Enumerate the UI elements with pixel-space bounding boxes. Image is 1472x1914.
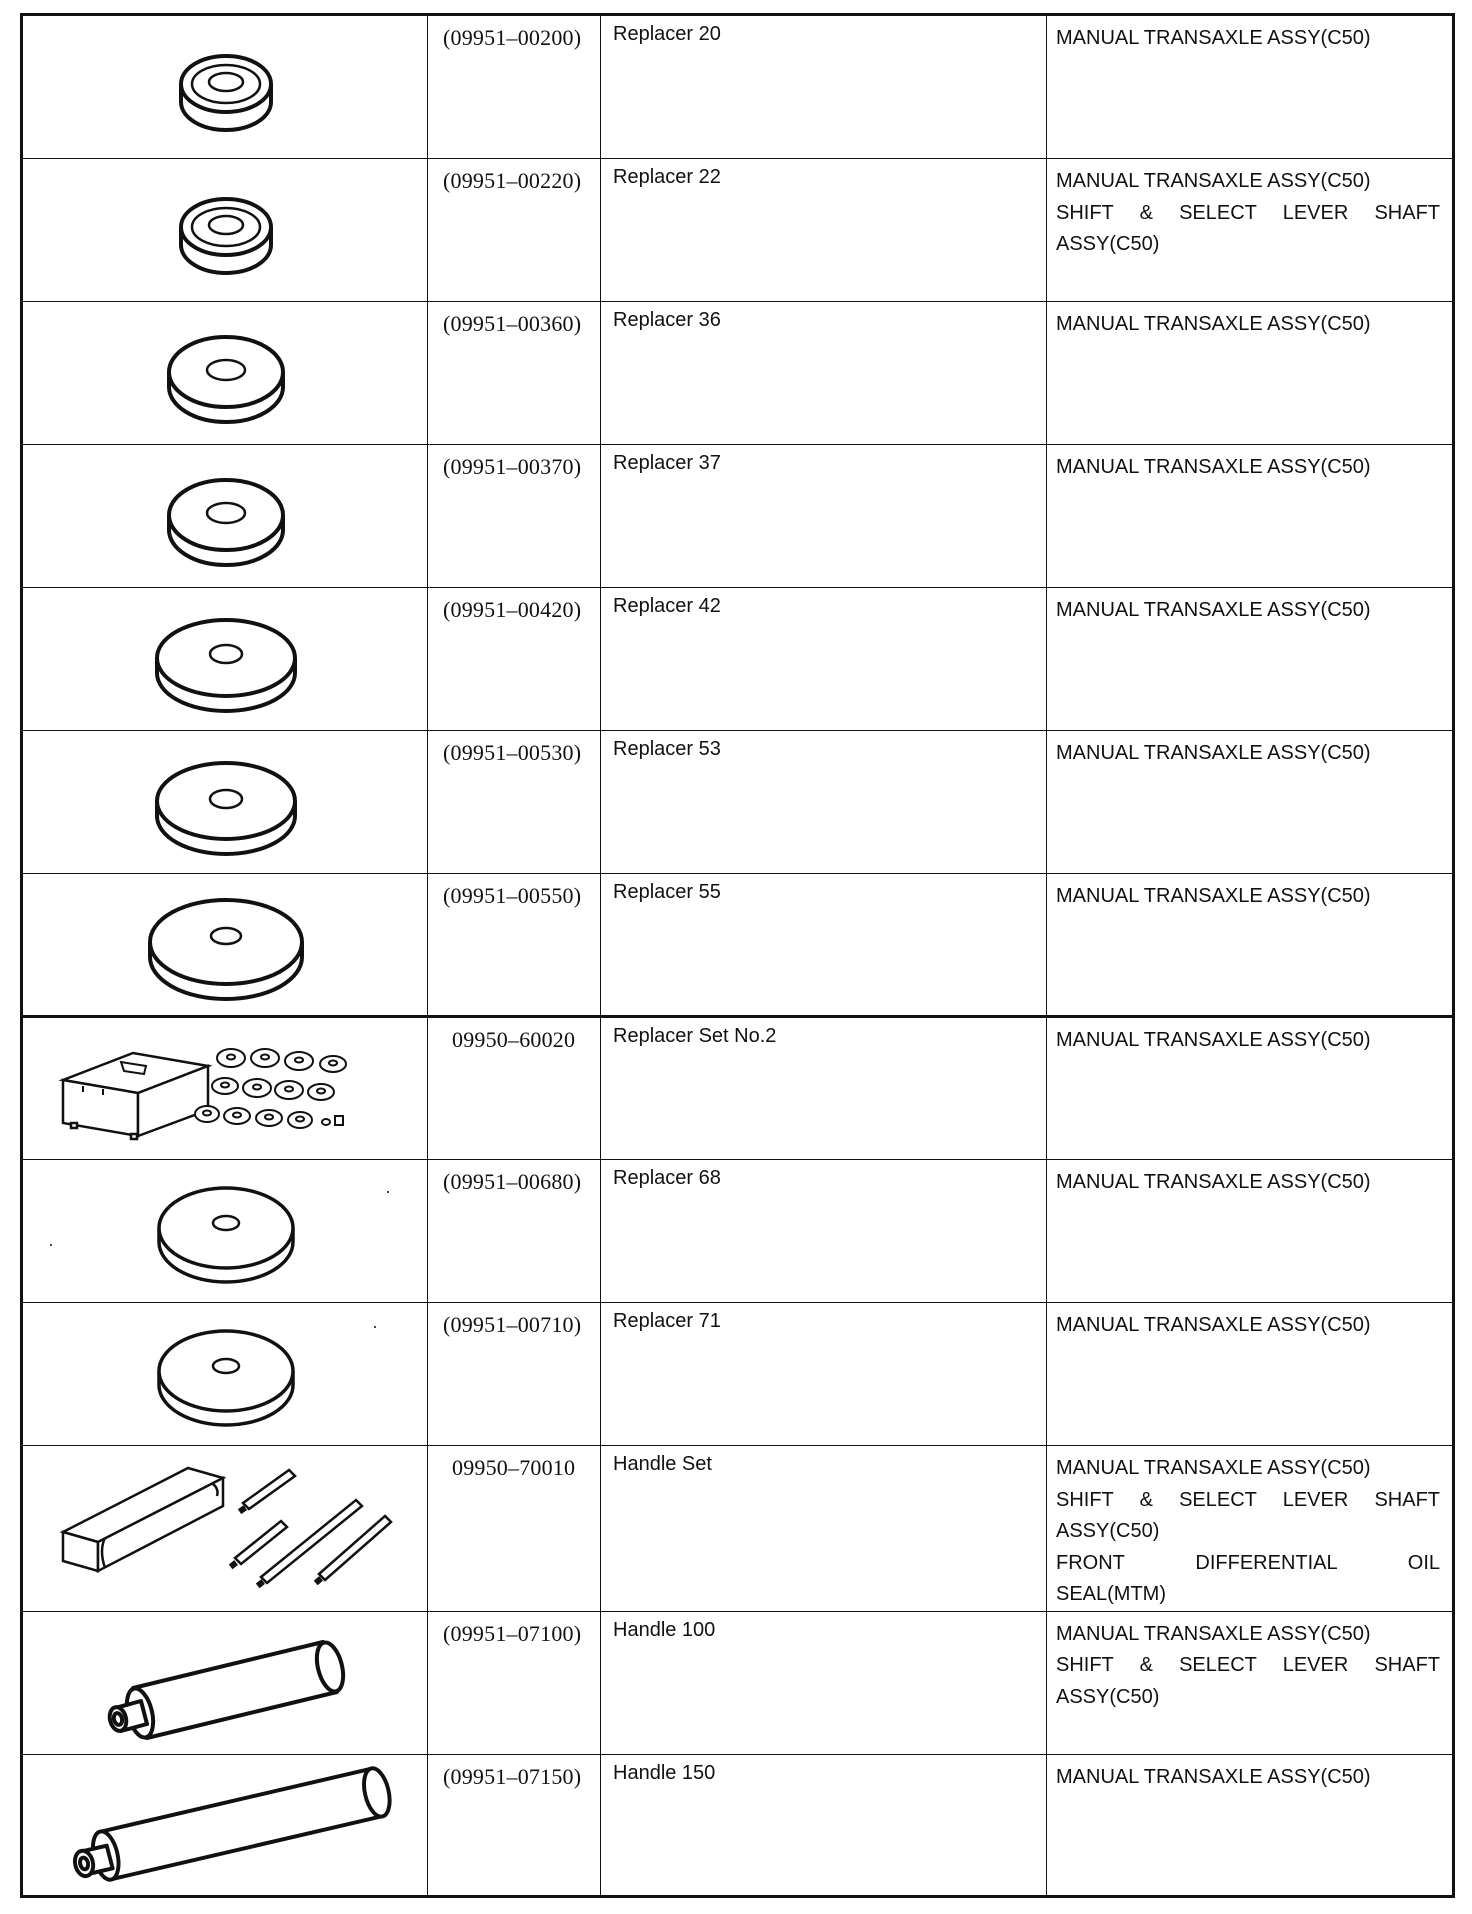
part-number: (09951–00220) bbox=[443, 168, 582, 193]
usage-text bbox=[1047, 588, 1452, 627]
replacer-37-icon bbox=[23, 445, 429, 585]
table-row bbox=[22, 588, 1454, 731]
usage-text bbox=[1047, 1755, 1452, 1794]
table-row bbox=[22, 1303, 1454, 1446]
table-row bbox=[22, 1017, 1454, 1160]
part-number: (09951–00200) bbox=[443, 25, 582, 50]
special-tool-table bbox=[20, 13, 1455, 1898]
table-row bbox=[22, 1754, 1454, 1896]
part-number: (09951–00710) bbox=[443, 1312, 582, 1337]
tool-image-cell bbox=[22, 1160, 428, 1303]
usage-line: ASSY(C50) bbox=[1056, 1685, 1160, 1708]
tool-image-cell bbox=[22, 588, 428, 731]
usage-text bbox=[1047, 1446, 1452, 1611]
usage-line: MANUAL TRANSAXLE ASSY(C50) bbox=[1056, 1622, 1371, 1645]
usage-text bbox=[1047, 16, 1452, 55]
usage-line: MANUAL TRANSAXLE ASSY(C50) bbox=[1056, 1765, 1371, 1788]
tool-image-cell bbox=[22, 1303, 428, 1446]
usage-line: MANUAL TRANSAXLE ASSY(C50) bbox=[1056, 27, 1371, 49]
usage-line: MANUAL TRANSAXLE ASSY(C50) bbox=[1056, 1457, 1371, 1479]
usage-line: FRONT DIFFERENTIAL OIL bbox=[1056, 1551, 1440, 1574]
tool-image-cell bbox=[22, 1611, 428, 1754]
usage-line: SHIFT & SELECT LEVER SHAFT bbox=[1056, 201, 1440, 224]
tool-image-cell bbox=[22, 731, 428, 874]
usage-text bbox=[1047, 159, 1452, 261]
tool-name: Replacer 22 bbox=[613, 166, 721, 188]
usage-text bbox=[1047, 302, 1452, 341]
tool-name: Replacer 36 bbox=[613, 309, 721, 331]
replacer-53-icon bbox=[23, 731, 429, 871]
replacer-55-icon bbox=[23, 874, 429, 1014]
tool-name: Replacer 55 bbox=[613, 881, 721, 903]
usage-line: SEAL(MTM) bbox=[1056, 1583, 1166, 1605]
table-row bbox=[22, 445, 1454, 588]
usage-line: MANUAL TRANSAXLE ASSY(C50) bbox=[1056, 313, 1371, 335]
usage-text bbox=[1047, 1303, 1452, 1342]
part-number: (09951–07100) bbox=[443, 1620, 582, 1646]
usage-text bbox=[1047, 445, 1452, 484]
table-row bbox=[22, 1446, 1454, 1612]
usage-text bbox=[1047, 1160, 1452, 1199]
table-row bbox=[22, 731, 1454, 874]
tool-name: Replacer 71 bbox=[613, 1310, 721, 1332]
tool-name: Replacer Set No.2 bbox=[613, 1025, 777, 1047]
table-row bbox=[22, 159, 1454, 302]
tool-name: Replacer 68 bbox=[613, 1167, 721, 1189]
tool-name: Handle Set bbox=[613, 1453, 712, 1475]
handle-set-icon bbox=[23, 1446, 429, 1606]
tool-image-cell bbox=[22, 1754, 428, 1896]
usage-line: MANUAL TRANSAXLE ASSY(C50) bbox=[1056, 456, 1371, 478]
tool-image-cell bbox=[22, 302, 428, 445]
table-row bbox=[22, 874, 1454, 1017]
usage-line: MANUAL TRANSAXLE ASSY(C50) bbox=[1056, 885, 1371, 907]
usage-line: ASSY(C50) bbox=[1056, 233, 1160, 255]
usage-text bbox=[1047, 1612, 1452, 1714]
usage-line: MANUAL TRANSAXLE ASSY(C50) bbox=[1056, 599, 1371, 621]
replacer-36-icon bbox=[23, 302, 429, 442]
tool-image-cell bbox=[22, 1017, 428, 1160]
usage-line: ASSY(C50) bbox=[1056, 1520, 1160, 1542]
replacer-22-icon bbox=[23, 159, 429, 299]
part-number: (09951–00680) bbox=[443, 1169, 582, 1194]
table-row bbox=[22, 302, 1454, 445]
table-row bbox=[22, 1611, 1454, 1754]
usage-line: MANUAL TRANSAXLE ASSY(C50) bbox=[1056, 1314, 1371, 1336]
tool-name: Handle 150 bbox=[613, 1761, 716, 1784]
tool-image-cell bbox=[22, 874, 428, 1017]
tool-image-cell bbox=[22, 1446, 428, 1612]
part-number: (09951–00550) bbox=[443, 883, 582, 908]
usage-text bbox=[1047, 1018, 1452, 1057]
tool-image-cell bbox=[22, 15, 428, 159]
usage-line: SHIFT & SELECT LEVER SHAFT bbox=[1056, 1654, 1440, 1676]
table-row bbox=[22, 1160, 1454, 1303]
handle-150-icon bbox=[23, 1755, 429, 1893]
tool-name: Replacer 20 bbox=[613, 23, 721, 45]
usage-line: SHIFT & SELECT LEVER SHAFT bbox=[1056, 1488, 1440, 1511]
part-number: (09951–00370) bbox=[443, 454, 582, 479]
usage-line: MANUAL TRANSAXLE ASSY(C50) bbox=[1056, 1029, 1371, 1051]
tool-name: Replacer 53 bbox=[613, 738, 721, 760]
part-number: (09951–00360) bbox=[443, 311, 582, 336]
usage-line: MANUAL TRANSAXLE ASSY(C50) bbox=[1056, 742, 1371, 764]
usage-text bbox=[1047, 731, 1452, 770]
table-row bbox=[22, 15, 1454, 159]
replacer-71-icon bbox=[23, 1303, 429, 1443]
replacer-68-icon bbox=[23, 1160, 429, 1300]
replacer-42-icon bbox=[23, 588, 429, 728]
usage-line: MANUAL TRANSAXLE ASSY(C50) bbox=[1056, 170, 1371, 192]
part-number: 09950–60020 bbox=[452, 1027, 576, 1052]
part-number: (09951–07150) bbox=[443, 1763, 582, 1789]
tool-name: Replacer 37 bbox=[613, 452, 721, 474]
part-number: 09950–70010 bbox=[452, 1455, 576, 1480]
part-number: (09951–00530) bbox=[443, 740, 582, 765]
handle-100-icon bbox=[23, 1612, 429, 1752]
tool-name: Handle 100 bbox=[613, 1618, 716, 1641]
replacer-set-icon bbox=[23, 1018, 429, 1158]
replacer-20-icon bbox=[23, 16, 429, 156]
tool-name: Replacer 42 bbox=[613, 595, 721, 617]
usage-line: MANUAL TRANSAXLE ASSY(C50) bbox=[1056, 1171, 1371, 1193]
part-number: (09951–00420) bbox=[443, 597, 582, 622]
usage-text bbox=[1047, 874, 1452, 913]
tool-image-cell bbox=[22, 445, 428, 588]
tool-table-sheet bbox=[20, 13, 1452, 1898]
tool-image-cell bbox=[22, 159, 428, 302]
